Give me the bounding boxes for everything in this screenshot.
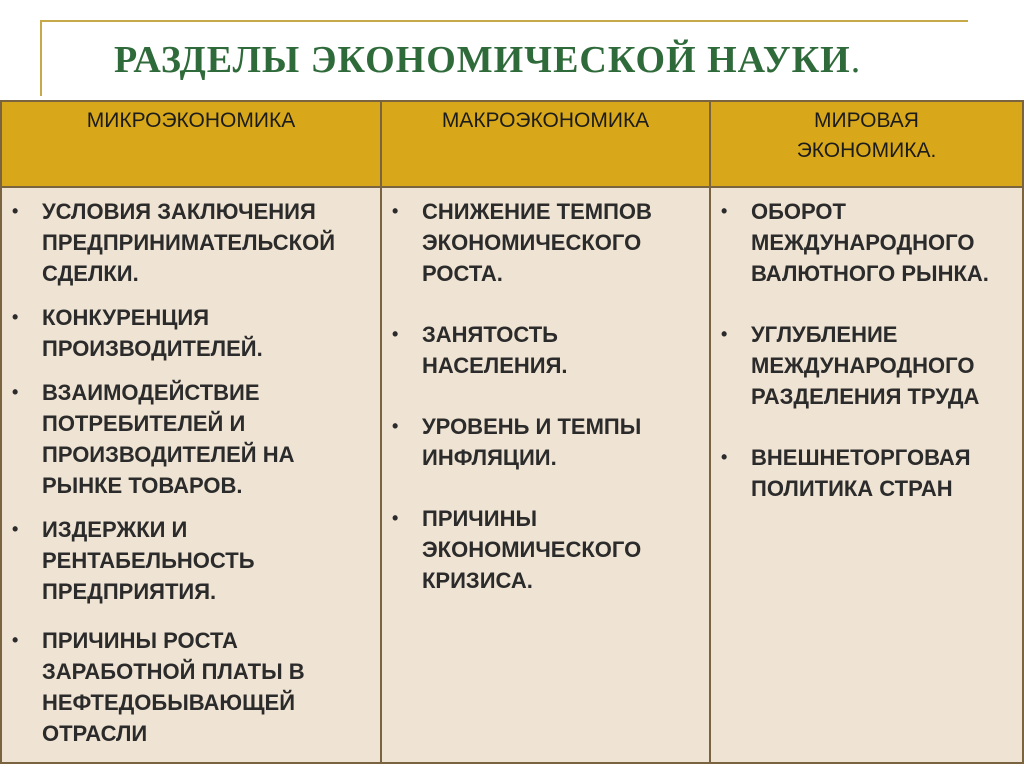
list-item-text: ПРИЧИНЫ РОСТА ЗАРАБОТНОЙ ПЛАТЫ В НЕФТЕДОБЫВАЮЩЕЙ ОТРАСЛИ	[42, 628, 305, 746]
header-microeconomics: МИКРОЭКОНОМИКА	[1, 101, 381, 187]
list-item	[12, 514, 370, 607]
list-item-text: КОНКУРЕНЦИЯ ПРОИЗВОДИТЕЛЕЙ.	[42, 305, 263, 361]
bullet-icon: •	[12, 307, 19, 327]
sections-table	[0, 100, 1024, 764]
list-item	[12, 196, 370, 289]
bullet-icon: •	[12, 630, 19, 650]
bullet-icon: •	[392, 508, 399, 528]
macroeconomics-list	[382, 188, 709, 596]
decorative-left-line	[40, 20, 42, 96]
bullet-icon: •	[12, 382, 19, 402]
bullet-icon: •	[392, 416, 399, 436]
bullet-icon: •	[12, 201, 19, 221]
list-item-text: ВНЕШНЕТОРГОВАЯ ПОЛИТИКА СТРАН	[751, 445, 971, 501]
decorative-top-line	[40, 20, 968, 22]
list-item	[392, 411, 699, 473]
header-world-economy-text: МИРОВАЯ ЭКОНОМИКА.	[796, 109, 937, 162]
bullet-icon: •	[392, 324, 399, 344]
header-world-economy	[710, 101, 1023, 187]
list-item-text: СНИЖЕНИЕ ТЕМПОВ ЭКОНОМИЧЕСКОГО РОСТА.	[422, 199, 652, 286]
list-item-text: ВЗАИМОДЕЙСТВИЕ ПОТРЕБИТЕЛЕЙ И ПРОИЗВОДИТЕЛЕЙ НА РЫНКЕ ТОВАРОВ.	[42, 380, 295, 498]
list-item	[721, 319, 1012, 412]
table-header-row	[1, 101, 1023, 187]
bullet-icon: •	[392, 201, 399, 221]
title-bar	[40, 20, 968, 96]
page-title	[114, 38, 861, 82]
bullet-icon: •	[721, 324, 728, 344]
column-macroeconomics	[381, 187, 710, 763]
list-item-text: УГЛУБЛЕНИЕ МЕЖДУНАРОДНОГО РАЗДЕЛЕНИЯ ТРУДА	[751, 322, 980, 409]
microeconomics-list	[2, 188, 380, 749]
header-macroeconomics: МАКРОЭКОНОМИКА	[381, 101, 710, 187]
list-item	[12, 377, 370, 501]
list-item-text: ПРИЧИНЫ ЭКОНОМИЧЕСКОГО КРИЗИСА.	[422, 506, 642, 593]
bullet-icon: •	[721, 201, 728, 221]
list-item-text: УСЛОВИЯ ЗАКЛЮЧЕНИЯ ПРЕДПРИНИМАТЕЛЬСКОЙ СДЕЛКИ.	[42, 199, 336, 286]
list-item-text: ОБОРОТ МЕЖДУНАРОДНОГО ВАЛЮТНОГО РЫНКА.	[751, 199, 989, 286]
page-title-suffix: .	[850, 39, 862, 81]
page-title-text: РАЗДЕЛЫ ЭКОНОМИЧЕСКОЙ НАУКИ	[114, 39, 851, 81]
list-item-text: УРОВЕНЬ И ТЕМПЫ ИНФЛЯЦИИ.	[422, 414, 642, 470]
list-item-text: ИЗДЕРЖКИ И РЕНТАБЕЛЬНОСТЬ ПРЕДПРИЯТИЯ.	[42, 517, 255, 604]
list-item	[721, 196, 1012, 289]
list-item	[721, 442, 1012, 504]
list-item	[392, 503, 699, 596]
list-item-text: ЗАНЯТОСТЬ НАСЕЛЕНИЯ.	[422, 322, 568, 378]
table-body-row	[1, 187, 1023, 763]
column-world-economy	[710, 187, 1023, 763]
column-microeconomics	[1, 187, 381, 763]
list-item	[12, 302, 370, 364]
world-economy-list	[711, 188, 1022, 504]
bullet-icon: •	[12, 519, 19, 539]
bullet-icon: •	[721, 447, 728, 467]
list-item	[12, 625, 370, 749]
list-item	[392, 319, 699, 381]
list-item	[392, 196, 699, 289]
